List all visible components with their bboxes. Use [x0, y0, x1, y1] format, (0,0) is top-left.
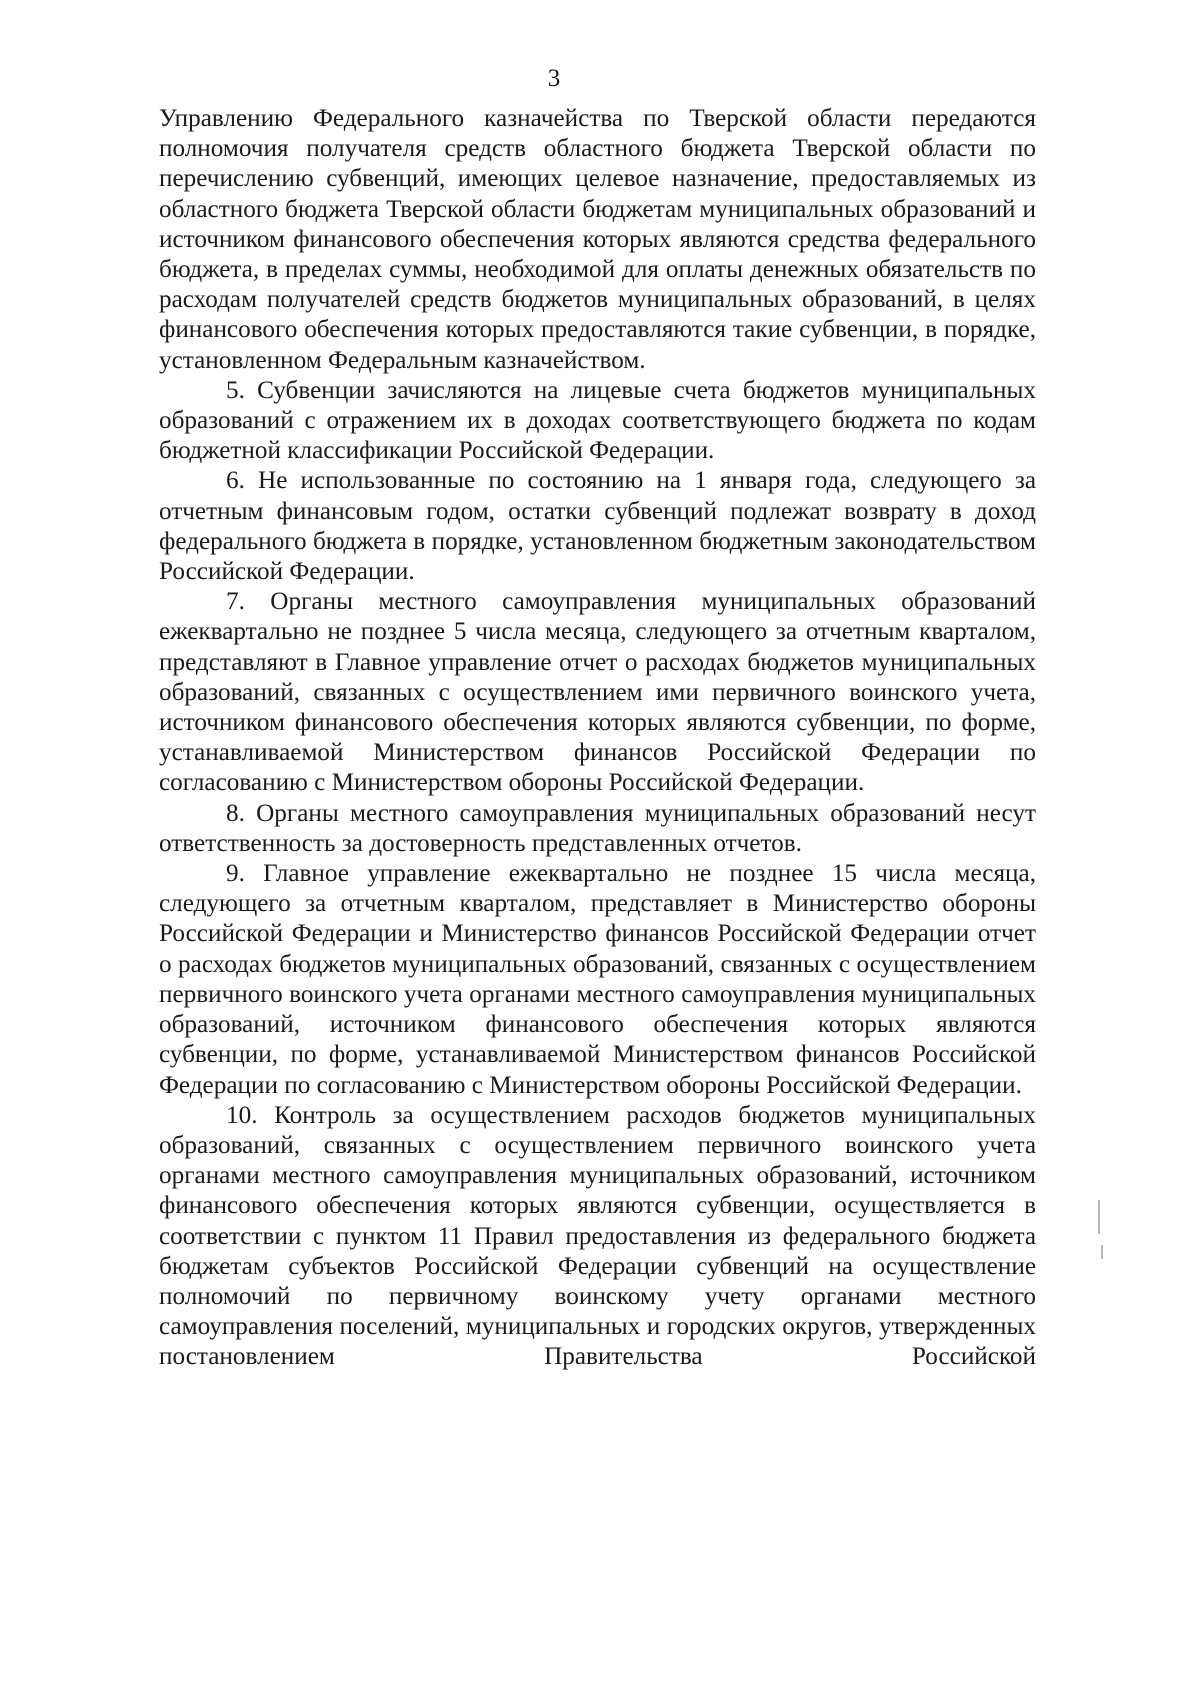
paragraph-item-8: 8. Органы местного самоуправления муниципальных образований несут ответственность за достоверность представленных отчетов. [159, 799, 1036, 857]
paragraph-item-6: 6. Не использованные по состоянию на 1 января года, следующего за отчетным финансовым годом, остатки субвенций подлежат возврату в доход федерального бюджета в порядке, установленном бюджетным законодательством Российской Федерации. [159, 467, 1036, 586]
document-body [159, 104, 1036, 1373]
paragraph-item-10: 10. Контроль за осуществлением расходов бюджетов муниципальных образований, связанных с осуществлением первичного воинского учета органами местного самоуправления муниципальных образований, источником финансового обеспечения которых являются субвенции, осуществляется в соответствии с пунктом 11 Правил предоставления из федерального бюджета бюджетам субъектов Российской Федерации субвенций на осуществление полномочий по первичному воинскому учету органами местного самоуправления поселений, муниципальных и городских округов, утвержденных постановлением Правительства Российской [159, 1101, 1036, 1371]
page-number: 3 [547, 65, 561, 92]
paragraph-item-5: 5. Субвенции зачисляются на лицевые счета бюджетов муниципальных образований с отражением их в доходах соответствующего бюджета по кодам бюджетной классификации Российской Федерации. [159, 376, 1036, 465]
scan-edge-mark [1101, 1245, 1103, 1259]
paragraph-item-7: 7. Органы местного самоуправления муниципальных образований ежеквартально не позднее 5 числа месяца, следующего за отчетным кварталом, представляют в Главное управление отчет о расходах бюджетов муниципальных образований, связанных с осуществлением ими первичного воинского учета, источником финансового обеспечения которых являются субвенции, по форме, устанавливаемой Министерством финансов Российской Федерации по согласованию с Министерством обороны Российской Федерации. [159, 588, 1036, 797]
paragraph-item-9: 9. Главное управление ежеквартально не позднее 15 числа месяца, следующего за отчетным кварталом, представляет в Министерство обороны Российской Федерации и Министерство финансов Российской Федерации отчет о расходах бюджетов муниципальных образований, связанных с осуществлением первичного воинского учета органами местного самоуправления муниципальных образований, источником финансового обеспечения которых являются субвенции, по форме, устанавливаемой Министерством финансов Российской Федерации по согласованию с Министерством обороны Российской Федерации. [159, 860, 1036, 1099]
paragraph-continuation: Управлению Федерального казначейства по Тверской области передаются полномочия получателя средств областного бюджета Тверской области по перечислению субвенций, имеющих целевое назначение, предоставляемых из областного бюджета Тверской области бюджетам муниципальных образований и источником финансового обеспечения которых являются средства федерального бюджета, в пределах суммы, необходимой для оплаты денежных обязательств по расходам получателей средств бюджетов муниципальных образований, в целях финансового обеспечения которых предоставляются такие субвенции, в порядке, установленном Федеральным казначейством. [159, 105, 1036, 374]
scan-edge-mark [1098, 1200, 1100, 1234]
